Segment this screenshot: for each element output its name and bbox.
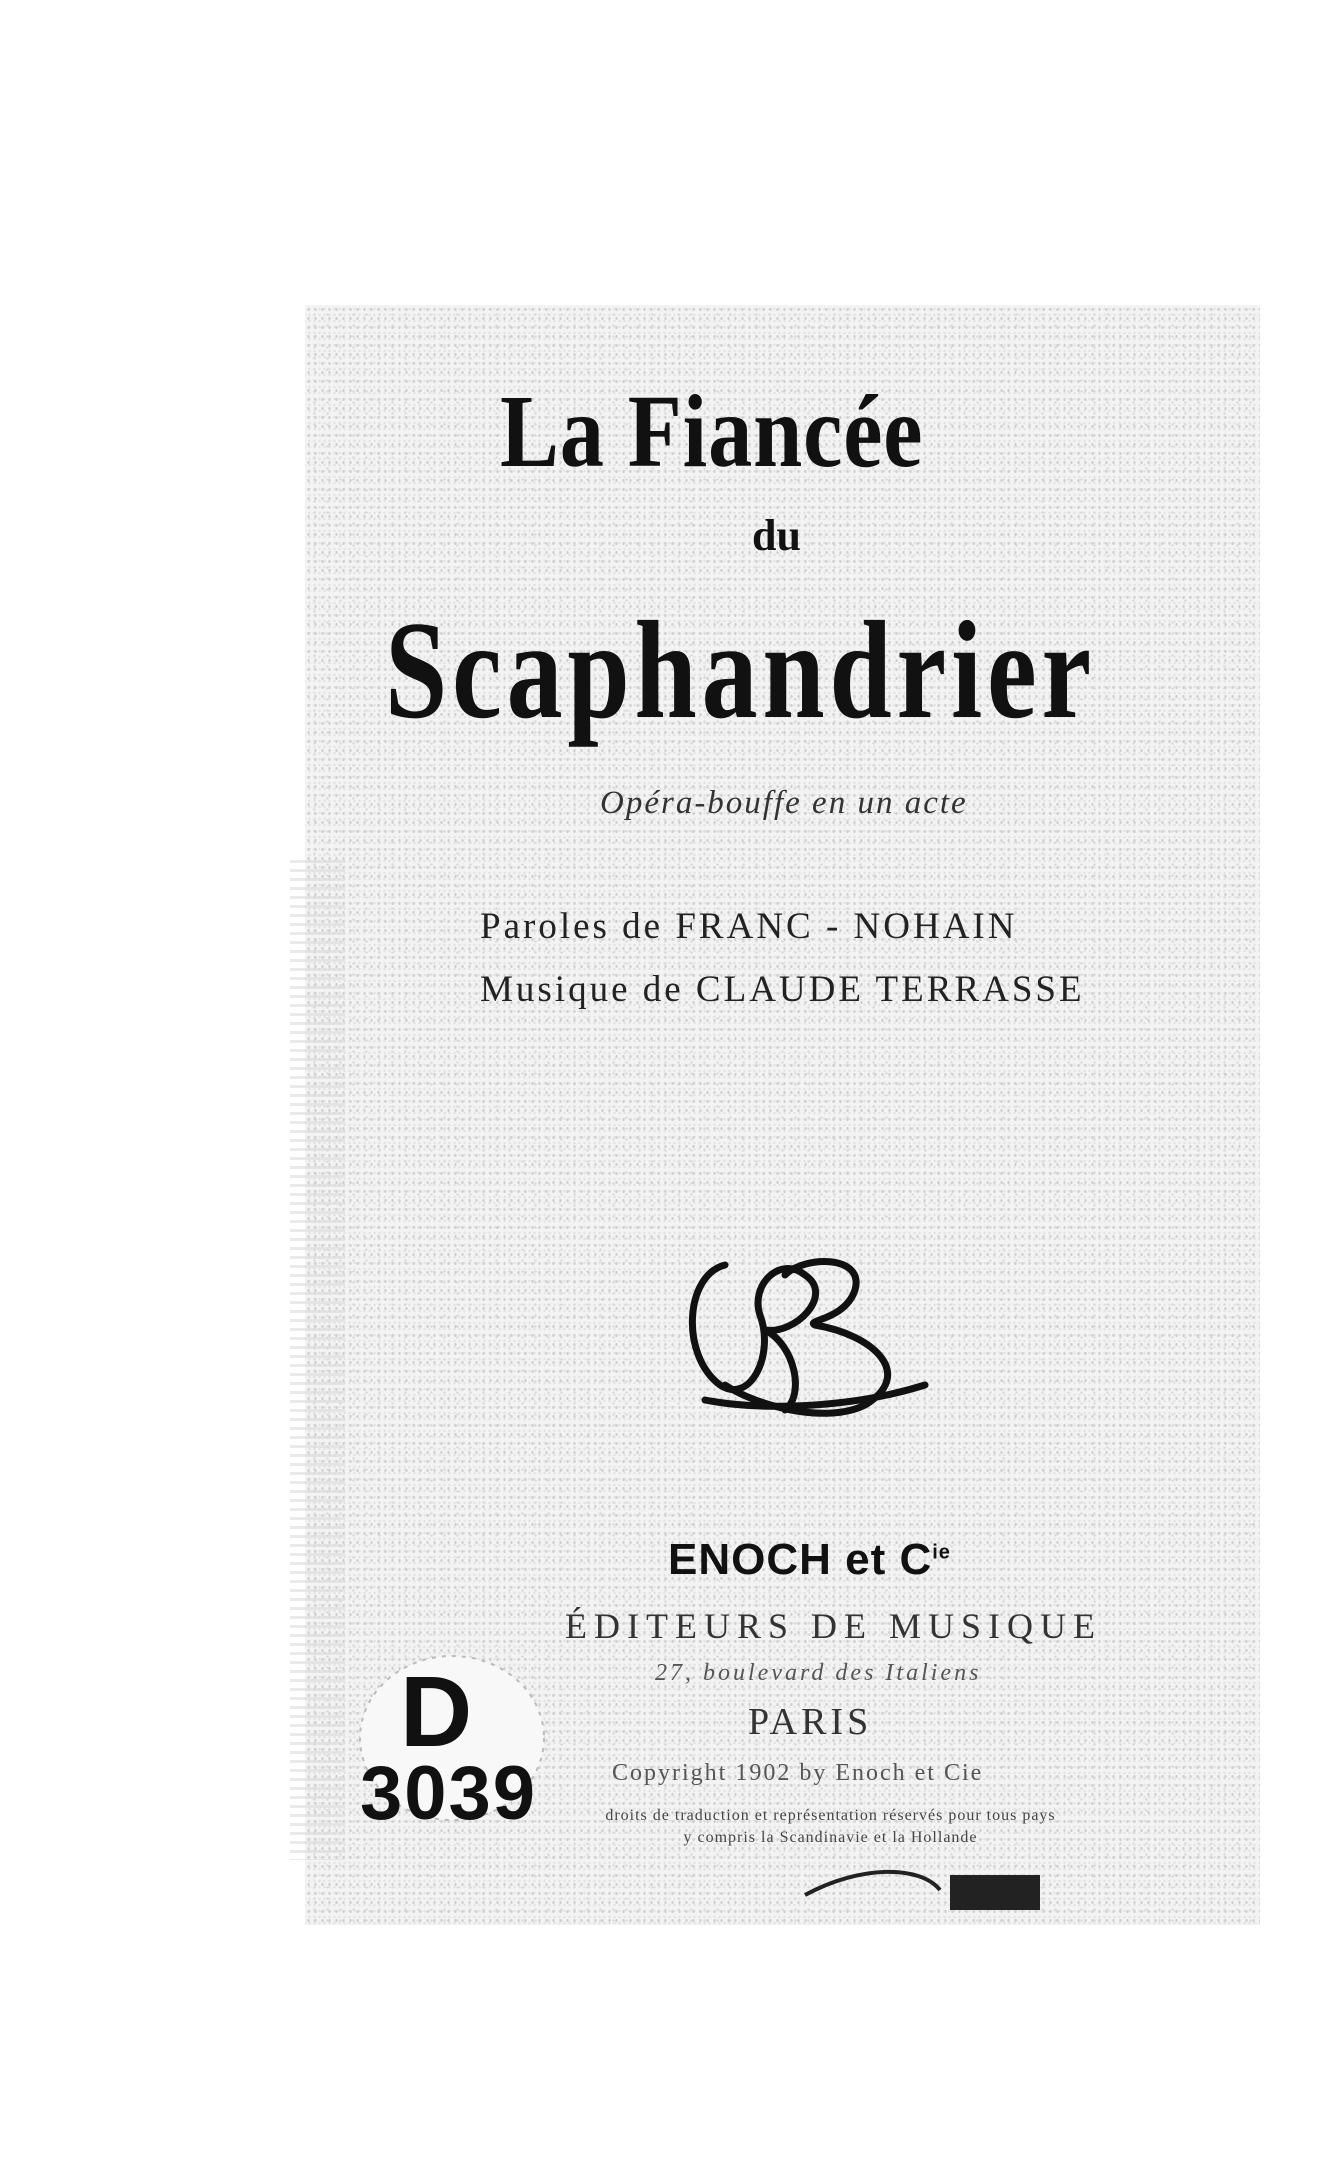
music-credit: Musique de CLAUDE TERRASSE — [480, 969, 1085, 1010]
library-stamp-number: 3039 — [360, 1751, 538, 1836]
rights-line-2: y compris la Scandinavie et la Hollande — [683, 1829, 978, 1846]
title-line-2: Scaphandrier — [385, 593, 1097, 748]
library-stamp-letter: D — [400, 1656, 473, 1768]
lyrics-credit: Paroles de FRANC - NOHAIN — [480, 906, 1018, 947]
publisher-name: ENOCH et $C^{ie}$ — [668, 1535, 951, 1584]
title-connector: du — [752, 511, 801, 560]
page-edge-shadow — [290, 860, 345, 1860]
copyright-line: Copyright 1902 by Enoch et Cie — [612, 1760, 984, 1786]
publisher-role: ÉDITEURS DE MUSIQUE — [565, 1606, 1102, 1646]
publisher-city: PARIS — [748, 1701, 873, 1743]
monogram-logo — [665, 1235, 935, 1425]
rights-notice — [558, 1805, 1103, 1849]
subtitle: Opéra-bouffe en un acte — [600, 785, 968, 821]
bottom-ornament — [800, 1855, 1050, 1915]
rights-line-1: droits de traduction et représentation réservés pour tous pays — [605, 1807, 1056, 1824]
title-line-1: La Fiancée — [500, 374, 924, 489]
publisher-address: 27, boulevard des Italiens — [655, 1660, 982, 1686]
